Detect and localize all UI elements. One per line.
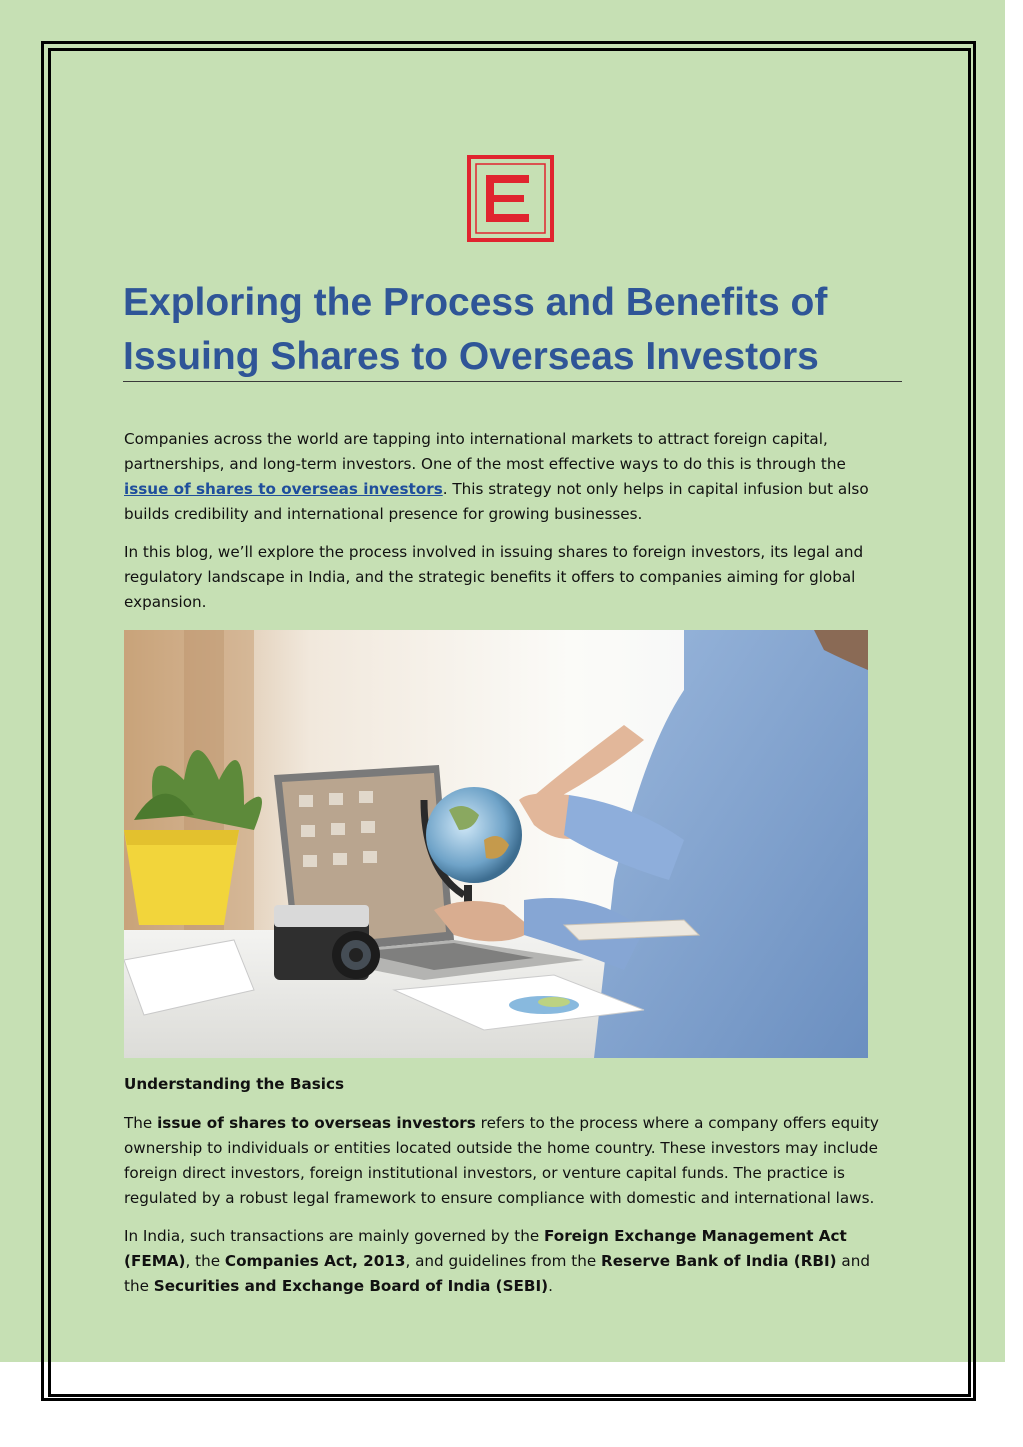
issue-of-shares-link[interactable]: issue of shares to overseas investors: [124, 480, 443, 498]
india-regulation-paragraph: [124, 1224, 894, 1299]
basics-part-1: The: [124, 1114, 158, 1132]
e-letter-logo-icon: [467, 155, 554, 242]
india-part-3: , and guidelines from the: [405, 1252, 602, 1270]
basics-bold-term: issue of shares to overseas investors: [157, 1114, 476, 1132]
basics-part-2: refers to the process where a company offers equity ownership to individuals or entities located outside the home country. These investors may include foreign direct investors, foreign institutional investors, or venture capital funds. The practice is regulated by a robust legal framework to ensure compliance with domestic and international laws.: [124, 1114, 879, 1207]
intro-text-before-link: Companies across the world are tapping into international markets to attract foreign capital, partnerships, and long-term investors. One of the most effective ways to do this is through the: [124, 430, 846, 473]
india-part-4: and the: [124, 1252, 871, 1295]
hero-photo: [124, 630, 868, 1058]
intro-paragraph: [124, 427, 894, 527]
companies-act-term: Companies Act, 2013: [224, 1252, 406, 1270]
title-line-2: Issuing Shares to Overseas Investors: [123, 335, 819, 378]
fema-term: Foreign Exchange Management Act (FEMA): [124, 1227, 847, 1270]
page-title: [123, 276, 903, 384]
basics-paragraph: [124, 1111, 894, 1211]
india-part-1: In India, such transactions are mainly governed by the: [124, 1227, 544, 1245]
rbi-term: Reserve Bank of India (RBI): [601, 1252, 837, 1270]
intro-text-after-link: . This strategy not only helps in capital infusion but also builds credibility and international presence for growing businesses.: [124, 480, 869, 523]
blog-intro-paragraph: In this blog, we’ll explore the process involved in issuing shares to foreign investors, its legal and regulatory landscape in India, and the strategic benefits it offers to companies aiming for global expansion.: [124, 543, 864, 611]
sebi-term: Securities and Exchange Board of India (SEBI): [153, 1277, 549, 1295]
title-line-1: Exploring the Process and Benefits of: [123, 281, 828, 324]
title-divider: [123, 381, 902, 382]
india-part-5: .: [548, 1277, 553, 1295]
india-part-2: , the: [185, 1252, 225, 1270]
section-heading: Understanding the Basics: [124, 1075, 344, 1093]
